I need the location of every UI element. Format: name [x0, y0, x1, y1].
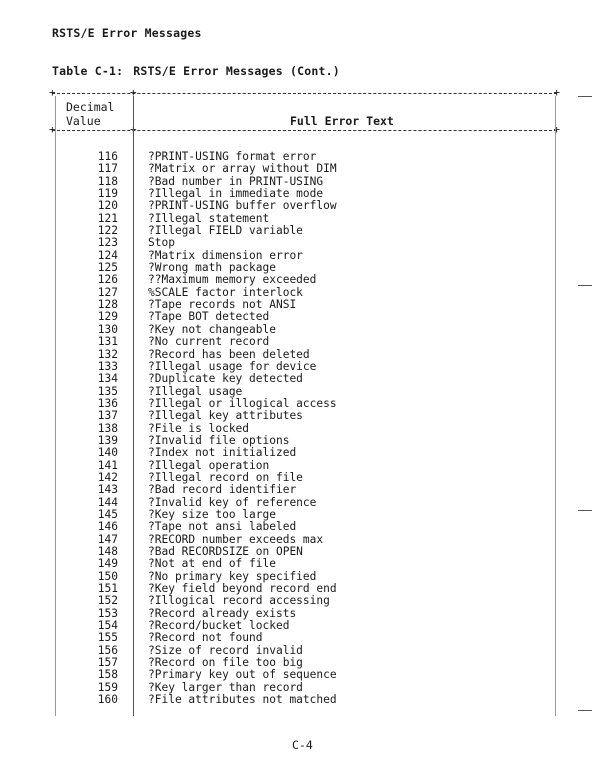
error-code: 122	[97, 224, 118, 238]
error-message: ?Key larger than record	[148, 680, 303, 694]
error-message: %SCALE factor interlock	[148, 285, 303, 299]
error-code: 125	[97, 261, 118, 275]
error-message: ?Not at end of file	[148, 557, 276, 571]
error-code: 127	[97, 285, 118, 299]
margin-mark	[578, 710, 592, 711]
error-code: 120	[97, 199, 118, 213]
error-message: ?PRINT-USING format error	[148, 150, 317, 163]
error-message: ?Illegal or illogical access	[148, 396, 337, 410]
table-row	[0, 410, 604, 422]
error-message: Stop	[148, 236, 175, 250]
error-message: ?Invalid key of reference	[148, 495, 317, 509]
error-message: ?Duplicate key detected	[148, 372, 303, 386]
error-message: ?Record has been deleted	[148, 347, 310, 361]
error-message: ?Bad record identifier	[148, 483, 297, 497]
table-row	[0, 447, 604, 459]
table-top-rule: + + +	[52, 93, 557, 94]
error-code: 128	[97, 298, 118, 312]
table-row	[0, 324, 604, 336]
error-code: 147	[97, 532, 118, 546]
error-message: ?Wrong math package	[148, 261, 276, 275]
table-row	[0, 509, 604, 521]
error-message: ?Record already exists	[148, 606, 297, 620]
error-code: 130	[97, 322, 118, 336]
table-caption	[52, 64, 340, 78]
error-message: ?Key field beyond record end	[148, 582, 337, 596]
error-code: 139	[97, 433, 118, 447]
error-code: 158	[97, 668, 118, 682]
table-row	[0, 632, 604, 644]
margin-mark	[578, 510, 592, 511]
document-header: RSTS/E Error Messages	[52, 26, 202, 40]
table-row	[0, 620, 604, 632]
table-row	[0, 287, 604, 299]
table-row	[0, 373, 604, 385]
error-code: 135	[97, 384, 118, 398]
table-row	[0, 225, 604, 237]
table-row	[0, 558, 604, 570]
column-header-decimal-line2: Value	[66, 114, 101, 128]
error-message: ?Key not changeable	[148, 322, 276, 336]
error-code: 160	[97, 693, 118, 707]
error-message: ?Tape BOT detected	[148, 310, 270, 324]
table-row	[0, 423, 604, 435]
error-message: ?Record not found	[148, 631, 263, 645]
error-code: 157	[97, 656, 118, 670]
error-message: ?Bad number in PRINT-USING	[148, 174, 324, 188]
table-row	[0, 250, 604, 262]
error-code: 143	[97, 483, 118, 497]
error-message: ?Matrix dimension error	[148, 248, 303, 262]
table-row	[0, 694, 604, 706]
error-message: ?File attributes not matched	[148, 693, 337, 707]
table-header-rule: + + +	[52, 130, 557, 131]
table-row	[0, 274, 604, 286]
table-caption-label: Table C-1:	[52, 64, 124, 78]
error-message: ?No current record	[148, 335, 270, 349]
error-code: 155	[97, 631, 118, 645]
error-code: 119	[97, 187, 118, 201]
error-message: ?RECORD number exceeds max	[148, 532, 324, 546]
table-row	[0, 435, 604, 447]
error-message: ?Illegal operation	[148, 458, 270, 472]
error-message: ?Tape records not ANSI	[148, 298, 297, 312]
error-message: ?Illegal in immediate mode	[148, 187, 324, 201]
error-code: 124	[97, 248, 118, 262]
error-message: ?Matrix or array without DIM	[148, 162, 337, 176]
error-message: ?Key size too large	[148, 507, 276, 521]
error-message: ?Illegal key attributes	[148, 409, 303, 423]
error-message: ?PRINT-USING buffer overflow	[148, 199, 337, 213]
error-message: ??Maximum memory exceeded	[148, 273, 317, 287]
table-row	[0, 472, 604, 484]
margin-mark	[578, 96, 592, 97]
error-message: ?Invalid file options	[148, 433, 290, 447]
error-message: ?Illegal statement	[148, 211, 270, 225]
error-code: 153	[97, 606, 118, 620]
error-message: ?Tape not ansi labeled	[148, 520, 297, 534]
error-code: 150	[97, 569, 118, 583]
error-code: 151	[97, 582, 118, 596]
error-table-body	[0, 151, 604, 706]
table-row	[0, 200, 604, 212]
error-message: ?File is locked	[148, 421, 250, 435]
error-message: ?Size of record invalid	[148, 643, 303, 657]
error-code: 152	[97, 594, 118, 608]
error-code: 132	[97, 347, 118, 361]
error-code: 154	[97, 619, 118, 633]
error-message: ?Index not initialized	[148, 446, 297, 460]
error-code: 138	[97, 421, 118, 435]
error-message: ?Illogical record accessing	[148, 594, 330, 608]
table-row	[0, 237, 604, 249]
table-row	[0, 669, 604, 681]
table-row	[0, 546, 604, 558]
error-message: ?Illegal record on file	[148, 470, 303, 484]
error-message: ?Primary key out of sequence	[148, 668, 337, 682]
error-code: 148	[97, 545, 118, 558]
error-code: 140	[97, 446, 118, 460]
error-code: 133	[97, 359, 118, 373]
error-code: 156	[97, 643, 118, 657]
table-row	[0, 299, 604, 311]
table-row	[0, 608, 604, 620]
error-code: 141	[97, 458, 118, 472]
error-code: 131	[97, 335, 118, 349]
table-row	[0, 521, 604, 533]
error-code: 134	[97, 372, 118, 386]
table-row	[0, 163, 604, 175]
margin-mark	[578, 285, 592, 286]
error-message: ?Record/bucket locked	[148, 619, 290, 633]
error-message: ?Record on file too big	[148, 656, 303, 670]
error-code: 159	[97, 680, 118, 694]
error-code: 116	[97, 150, 118, 163]
error-message: ?Bad RECORDSIZE on OPEN	[148, 545, 303, 558]
table-caption-title: RSTS/E Error Messages (Cont.)	[133, 64, 340, 78]
table-row	[0, 595, 604, 607]
table-row	[0, 311, 604, 323]
table-row	[0, 336, 604, 348]
error-message: ?Illegal usage	[148, 384, 243, 398]
page-number: C-4	[292, 738, 313, 752]
column-header-decimal-line1: Decimal	[66, 100, 115, 114]
error-code: 144	[97, 495, 118, 509]
column-header-full-error-text: Full Error Text	[290, 114, 394, 128]
error-code: 142	[97, 470, 118, 484]
column-header-decimal-value	[66, 100, 114, 128]
table-row	[0, 484, 604, 496]
error-message: ?Illegal usage for device	[148, 359, 317, 373]
table-row	[0, 497, 604, 509]
error-message: ?Illegal FIELD variable	[148, 224, 303, 238]
table-row	[0, 349, 604, 361]
error-code: 136	[97, 396, 118, 410]
error-code: 118	[97, 174, 118, 188]
error-code: 123	[97, 236, 118, 250]
error-code: 145	[97, 507, 118, 521]
error-code: 129	[97, 310, 118, 324]
error-code: 146	[97, 520, 118, 534]
error-code: 121	[97, 211, 118, 225]
error-code: 117	[97, 162, 118, 176]
error-code: 149	[97, 557, 118, 571]
error-code: 137	[97, 409, 118, 423]
error-message: ?No primary key specified	[148, 569, 317, 583]
error-code: 126	[97, 273, 118, 287]
